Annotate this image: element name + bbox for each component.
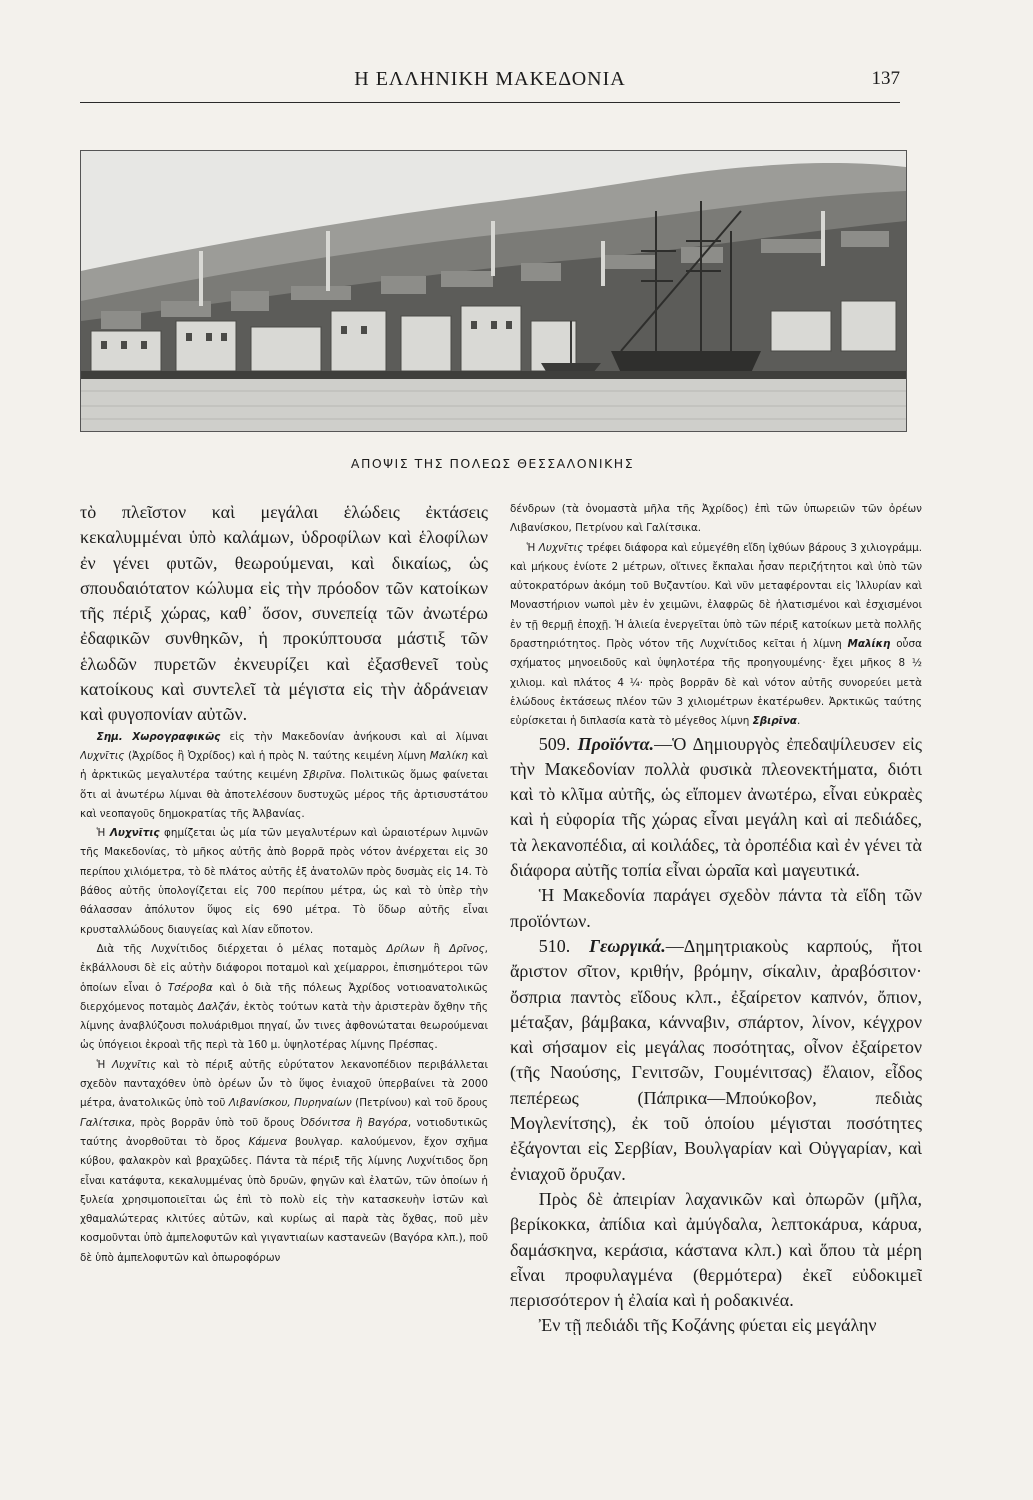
lake-name: Λυχνῖτις [80,749,125,762]
paragraph [510,539,922,732]
text-run: Ἡ [526,541,539,554]
section-heading: Γεωργικά. [589,935,666,956]
paragraph [80,940,488,1056]
lake-name: Σβιρῖνα [302,769,343,782]
text-run: (Ἀχρίδος ἢ Ὀχρίδος) καὶ ἡ πρὸς Ν. ταύτης κειμένη λίμνη [124,749,430,762]
lake-name: Μαλίκη [429,749,468,762]
text-run: . Πολιτικῶς ὅμως φαίνεται ὅτι αἱ ἀνωτέρω λίμναι θὰ ἀποτελέσουν δυστυχῶς μέρος τῆς ἀρτισυστάτου καὶ νεοπαγοῦς δημοκρατίας τῆς Ἀλβανίας. [80,769,488,820]
text-run: βουλγαρ. καλούμενον, ἔχον σχῆμα κύβου, φαλακρὸν καὶ βραχῶδες. Πάντα τὰ πέριξ τῆς λίμνης Λυχνίτιδος ὄρη εἶναι κατάφυτα, κεκαλυμμένας ὑπὸ δρυῶν, φηγῶν καὶ ἐλατῶν, τῶν ὁποίων ἡ ξυλεία χρησιμοποιεῖται ὡς ἐπὶ τὸ πολὺ εἰς τὴν κατασκευὴν ἱστῶν καὶ χθαμαλώτερας κλιτύες αὐτῶν, καὶ κυρίως αἱ παρὰ τὰς ὄχθας, ποῦ μὲν κοσμοῦνται ὑπὸ ἀμπελοφυτῶν καὶ γιγαντιαίων καστανεῶν (Βαγόρα κλπ.), ποῦ δὲ ὑπὸ ἀμπελοφυτῶν καὶ ὀπωροφόρων [80,1135,488,1264]
river-name: Δρῖνος [449,942,485,955]
text-run: καὶ τὸ πέριξ αὐτῆς εὐρύτατον λεκανοπέδιον περιβάλλεται σχεδὸν πανταχόθεν ὑπὸ ὀρέων ὧν τὸ ὕψος ἐνιαχοῦ ὑπερβαίνει τὰ 2000 μέτρα, ἀνατολικῶς ὑπὸ τοῦ [80,1058,488,1110]
text-run: , ἐκτὸς τούτων κατὰ τὴν ἀριστερὰν ὄχθην τῆς λίμνης ἀναβλύζουσι πολυάριθμοι πηγαί, ὧν τινες ἀφθονώταται θεωρούμεναι ὡς ὑπόγειοι ἐκροαὶ τῆς περὶ τὰ 160 μ. ὑψηλοτέρας λίμνης Πρέσπας. [80,1000,488,1052]
lake-name: Μαλίκη [847,638,891,651]
text-run: Ἡ [96,827,110,840]
paragraph: Ἡ Μακεδονία παράγει σχεδὸν πάντα τὰ εἴδη τῶν προϊόντων. [510,885,922,931]
text-run: καὶ ἡ ἀρκτικῶς μεγαλυτέρα ταύτης κειμένη [80,749,488,782]
right-column [510,500,922,1465]
paragraph [80,824,488,940]
section-number: 510. [538,935,590,956]
mountain-name: Γαλίτσικα [80,1116,132,1129]
river-name: Τσέροβα [167,981,213,994]
text-run: , ἐκβάλλουσι δὲ εἰς αὐτὴν διάφοροι ποταμοὶ καὶ χείμαρροι, ἐπισημότεροι τῶν ὁποίων εἶναι ὁ [80,942,488,994]
lake-name: Λυχνῖτις [111,1058,157,1071]
lake-name: Λυχνῖτις [109,827,160,840]
text-run: εἰς τὴν Μακεδονίαν ἀνήκουσι καὶ αἱ λίμναι [220,730,488,743]
lake-name: Λυχνῖτις [538,541,584,554]
text-run: —Δημητριακοὺς καρπούς, ἤτοι ἄριστον σῖτον, κριθήν, βρόμην, σίκαλιν, ἀραβόσιτον· ὄσπρια παντὸς εἴδους κλπ., ἐξαίρετον καπνόν, ὄπιον, μέταξαν, βάμβακα, κάνναβιν, σπάρτον, λίνον, κέγχρον καὶ σήσαμον εἰς μεγάλας ποσότητας, οἶνον ἐξαίρετον (τῆς Ναούσης, Γενιτσῶν, Γουμένιτσας) ἔλαιον, εἶδος πεπέρεως (Πάπρικα—Μπούκοβον, πεδιὰς Μογλενίτσης), ἐκ τοῦ ὁποίου μέγισται ποσότητες ἐξάγονται εἰς Σερβίαν, Βουλγαρίαν καὶ Οὐγγαρίαν, καὶ ἐνιαχοῦ ὄρυζαν. [510,935,922,1184]
section-number: 509. [538,733,578,754]
text-run: Ἡ [96,1058,112,1071]
paragraph: δένδρων (τὰ ὀνομαστὰ μῆλα τῆς Ἀχρίδος) ἐπὶ τῶν ὑπωρειῶν τῶν ὀρέων Λιβανίσκου, Πετρίνου καὶ Γαλίτσικα. [510,503,922,535]
running-head [80,62,900,103]
text-run: —Ὁ Δημιουργὸς ἐπεδαψίλευσεν εἰς τὴν Μακεδονίαν πολλὰ φυσικὰ πλεονεκτήματα, διότι καὶ τὸ κλῖμα αὐτῆς, ὡς εἴπομεν ἀνωτέρω, εἶναι εὐκραὲς καὶ ἡ εὐφορία τῆς χώρας εἶναι μεγάλη καὶ αἱ πεδιάδες, τὰ λεκανοπέδια, αἱ κοιλάδες, τὰ ὀροπέδια καὶ ἐν γένει τὰ διάφορα αὐτῆς τοπία εἶναι ὡραῖα καὶ μαγευτικά. [510,733,922,881]
text-run: (Πετρίνου) καὶ τοῦ ὄρους [351,1097,488,1110]
mountain-name: Κάμενα [248,1135,288,1148]
paragraph: Ἐν τῇ πεδιάδι τῆς Κοζάνης φύεται εἰς μεγάλην [538,1315,877,1336]
text-run: , νοτιοδυτικῶς ταύτης ἀνορθοῦται τὸ ὄρος [80,1116,488,1148]
paragraph [80,1056,488,1268]
text-run: τρέφει διάφορα καὶ εὐμεγέθη εἴδη ἰχθύων βάρους 3 χιλιογράμμ. καὶ μήκους ἐνίοτε 2 μέτρων, οἵτινες ἔκπαλαι ἦσαν περιζήτητοι καὶ ὑπὸ τῶν αὐτοκρατόρων ἀκόμη τοῦ Βυζαντίου. Καὶ νῦν μεταφέρονται εἰς Ἰλλυρίαν καὶ Μοναστήριον νωποὶ μὲν ἐν χειμῶνι, ἐλαφρῶς δὲ ἡλατισμένοι καὶ ἐσχισμένοι ἐν τῇ θερμῇ ἐποχῇ. Ἡ ἁλιεία ἐνεργεῖται ὑπὸ τῶν πέριξ κατοίκων μετὰ πολλῆς δραστηριότητος. Πρὸς νότον τῆς Λυχνίτιδος κεῖται ἡ λίμνη [510,541,922,651]
paragraph: Πρὸς δὲ ἀπειρίαν λαχανικῶν καὶ ὀπωρῶν (μῆλα, βερίκοκκα, ἀπίδια καὶ ἀμύγδαλα, λεπτοκάρυα, κάρυα, δαμάσκηνα, κεράσια, κάστανα κλπ.) καὶ ὅπου τὰ μέρη εἶναι προφυλαγμένα (θερμότερα) ἐκεῖ εὐδοκιμεῖ περισσότερον ἡ ἐλαία καὶ ἡ ροδακινέα. [510,1188,922,1311]
section-509 [510,732,922,884]
mountain-name: Ὀδόνιτσα ἢ Βαγόρα [300,1116,408,1129]
mountain-name: Λιβανίσκου, Πυρηναίων [228,1097,352,1110]
note-label: Σημ. Χωρογραφικῶς [96,730,221,743]
figure-caption: ΑΠΟΨΙΣ ΤΗΣ ΠΟΛΕΩΣ ΘΕΣΣΑΛΟΝΙΚΗΣ [350,456,635,471]
text-run: . [796,715,801,728]
text-run: , πρὸς βορρᾶν ὑπὸ τοῦ ὄρους [131,1116,301,1129]
photo-illustration [81,151,906,431]
lake-name: Σβιρῖνα [752,715,797,728]
photo-thessaloniki-view [80,150,907,432]
river-name: Δρίλων [386,942,425,955]
text-run: ἢ [424,942,450,955]
left-column [80,500,488,1465]
river-name: Δαλζάν [198,1000,237,1013]
running-title: Η ΕΛΛΗΝΙΚΗ ΜΑΚΕΔΟΝΙΑ [354,68,626,90]
text-run: καὶ ὁ διὰ τῆς πόλεως Ἀχρίδος νοτιοανατολικῶς διερχόμενος ποταμὸς [80,981,488,1013]
text-run: φημίζεται ὡς μία τῶν μεγαλυτέρων καὶ ὡραιοτέρων λιμνῶν τῆς Μακεδονίας, τὸ μῆκος αὐτῆς ἀπὸ βορρᾶ πρὸς νότον ἀνέρχεται εἰς 30 περίπου χιλιόμετρα, τὸ δὲ πλάτος αὐτῆς ἐξ ἀνατολῶν πρὸς δυσμὰς εἰς 14. Τὸ βάθος αὐτῆς ὑπολογίζεται εἰς 700 περίπου μέτρα, ὡς καὶ τὸ ὑπὲρ τὴν θάλασσαν ἀπόλυτον ὕψος εἰς 690 μέτρα. Τὸ ὕδωρ αὐτῆς εἶναι κρυσταλλώδους διαυγείας καὶ λίαν εὔποτον. [80,827,488,936]
section-heading: Προϊόντα. [577,733,655,754]
page-number: 137 [871,68,900,89]
note-paragraph [80,728,488,824]
section-510 [510,934,922,1187]
text-run: οὖσα σχήματος μηνοειδοῦς καὶ ὑψηλοτέρα τῆς προηγουμένης· ἔχει μῆκος 8 ½ χιλιομ. καὶ πλάτος 4 ¼· πρὸς βορρᾶν δὲ καὶ νότον αὐτῆς συνορεύει μετὰ ἑλώδους ἐκτάσεως πλέον τῶν 3 χιλιομέτρων ἑκατέρωθεν. Ἀρκτικῶς ταύτης εὑρίσκεται ἡ διπλασία κατὰ τὸ μέγεθος λίμνη [510,638,922,728]
paragraph: τὸ πλεῖστον καὶ μεγάλαι ἑλώδεις ἐκτάσεις κεκαλυμμέναι ὑπὸ καλάμων, ὑδροφίλων καὶ ἑλοφίλων ἐν γένει φυτῶν, θεωρούμεναι, καὶ δικαίως, ὡς σπουδαιότατον κώλυμα εἰς τὴν πρόοδον τῶν κατοίκων τῆς πέριξ χώρας, καθ᾽ ὅσον, συνεπείᾳ τῶν ἀνωτέρω ἐδαφικῶν συνθηκῶν, ἡ προκύπτουσα μάστιξ τῶν ἑλωδῶν πυρετῶν ἐκνευρίζει καὶ ἐξασθενεῖ τοὺς κατοίκους καὶ συντελεῖ τὰ μέγιστα εἰς τὴν ἀδράνειαν καὶ φυγοπονίαν αὐτῶν. [80,502,488,725]
text-run: Διὰ τῆς Λυχνίτιδος διέρχεται ὁ μέλας ποταμὸς [96,942,387,955]
